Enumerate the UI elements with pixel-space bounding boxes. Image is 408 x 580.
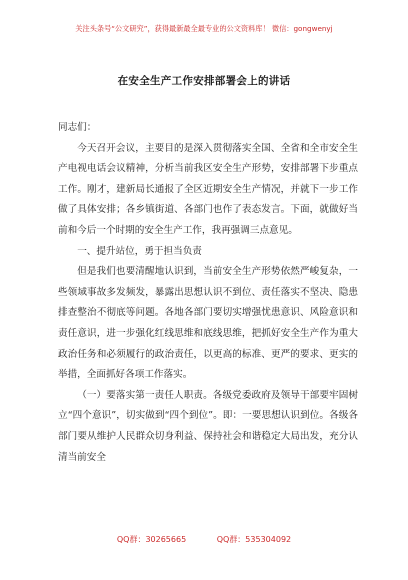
header-banner: 关注头条号“公文研究”，获得最新最全最专业的公文资料库！ 微信：gongwenyj <box>75 24 333 33</box>
footer-qq-group-2: QQ群：535304092 <box>216 535 292 544</box>
paragraph-intro: 今天召开会议，主要目的是深入贯彻落实全国、全省和全市安全生产电视电话会议精神，分析当前我区安全生产形势，安排部署下步重点工作。刚才，建新局长通报了全区近期安全生产情况，并就下一步工作做了具体安排；各乡镇街道、各部门也作了表态发言。下面，就做好当前和今后一个时期的安全生产工作，我再强调三点意见。 <box>58 142 358 236</box>
footer-qq-group-1: QQ群：30265665 <box>116 535 187 544</box>
paragraph-section-1: 但是我们也要清醒地认识到，当前安全生产形势依然严峻复杂，一些领域事故多发频发，暴露出思想认识不到位、责任落实不坚决、隐患排查整治不彻底等问题。各地各部门要切实增强忧患意识、风险意识和责任意识，进一步强化红线思维和底线思维，把抓好安全生产作为重大政治任务和必须履行的政治责任，以更高的标准、更严的要求、更实的举措，全面抓好各项工作落实。 <box>58 266 358 381</box>
section-heading-1: 一、提升站位，勇于担当负责 <box>77 245 202 257</box>
footer <box>0 534 408 545</box>
document-title: 在安全生产工作安排部署会上的讲话 <box>117 75 291 87</box>
salutation: 同志们： <box>58 122 97 133</box>
document-body <box>58 118 358 468</box>
paragraph-subsection-1: （一）要落实第一责任人职责。各级党委政府及领导干部要牢固树立“四个意识”，切实做到“四个到位”。即：一要思想认识到位。各级各部门要从维护人民群众切身利益、保持社会和谐稳定大局出发，充分认清当前安全 <box>58 389 358 463</box>
